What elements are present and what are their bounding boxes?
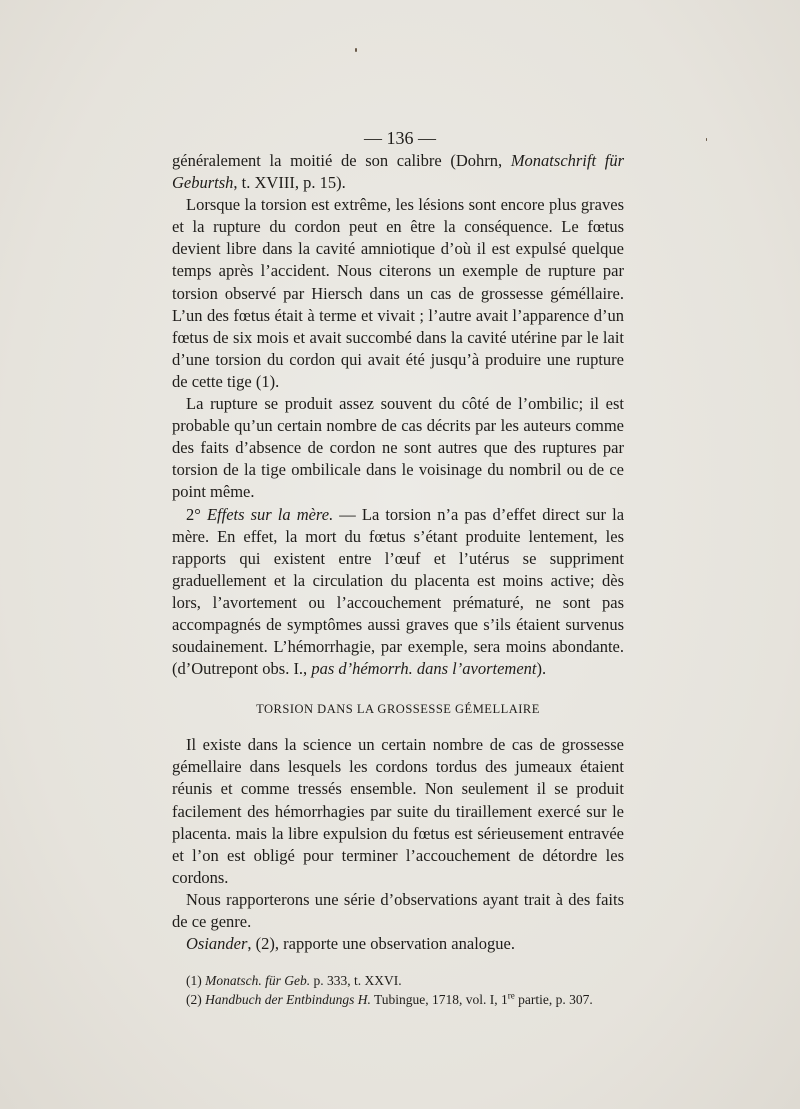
- p4-italic-citation: pas d’hémorrh. dans l’avortement: [311, 659, 537, 679]
- journal-title: Monatschrift für Geburtsh: [172, 151, 624, 193]
- footnote-1: [172, 971, 624, 990]
- body-text: [172, 150, 624, 1009]
- p4-text-b: ).: [536, 659, 547, 679]
- paragraph-continuation: [172, 150, 624, 194]
- p1-text-a: généralement la moitié de son calibre (Dohrn,: [172, 151, 511, 170]
- footnote-1-mark: (1): [186, 973, 202, 989]
- ink-speck: [355, 48, 357, 52]
- p1-text-b: , t. XVIII, p. 15).: [233, 173, 346, 193]
- p7-text: , (2), rapporte une observation analogue.: [247, 934, 515, 954]
- section-number: 2°: [186, 504, 201, 524]
- section-title: Effets sur la mère.: [206, 504, 334, 524]
- footnote-2-superscript: re: [507, 990, 515, 1001]
- footnotes: [172, 971, 624, 1009]
- section-heading: TORSION DANS LA GROSSESSE GÉMELLAIRE: [256, 702, 540, 717]
- paragraph-observations: Nous rapporterons une série d’observations ayant trait à des faits de ce genre.: [172, 889, 624, 931]
- footnote-1-text: p. 333, t. XXVI.: [310, 973, 402, 989]
- paragraph-effects-mother: [172, 504, 624, 681]
- footnote-2: [172, 990, 624, 1009]
- footnote-2-mark: (2): [186, 992, 202, 1008]
- p4-text-a: — La torsion n’a pas d’effet direct sur la mère. En effet, la mort du fœtus s’étant produite lentement, les rapports qui existent entre l’œuf et l’utérus se suppriment graduellement et la circulation du placenta est moins active; dès lors, l’avortement ou l’accouchement prématuré, ne sont pas accompagnés de symptômes aussi graves que s’ils étaient survenus soudainement. L’hémorrhagie, par exemple, sera moins abondante. (d’Outrepont obs. I.,: [172, 504, 625, 679]
- page-number: — 136 —: [364, 128, 436, 148]
- footnote-2-title: Handbuch der Entbindungs H.: [205, 992, 371, 1008]
- author-name: Osiander: [186, 934, 248, 954]
- paragraph-twin-cords: Il existe dans la science un certain nombre de cas de grossesse gémellaire dans lesquels les cordons tordus des jumeaux étaient réunis et comme tressés ensemble. Non seulement il se produit facilement des hémorrhagies par suite du tiraillement exercé sur le placenta. mais la libre expulsion du fœtus est sérieusement entravée et l’on est obligé pour terminer l’accouchement de détordre les cordons.: [172, 735, 624, 887]
- paragraph-umbilic: La rupture se produit assez souvent du côté de l’ombilic; il est probable qu’un certain nombre de cas décrits par les auteurs comme des faits d’absence de cordon ne sont autres que des ruptures par torsion de la tige ombilicale dans le voisinage du nombril ou de ce point même.: [172, 394, 624, 502]
- paragraph-osiander: [172, 933, 624, 955]
- footnote-1-title: Monatsch. für Geb.: [205, 973, 311, 989]
- footnote-2-text-b: partie, p. 307.: [514, 992, 593, 1008]
- paragraph-rupture-example: Lorsque la torsion est extrême, les lésions sont encore plus graves et la rupture du cordon peut en être la conséquence. Le fœtus devient libre dans la cavité amniotique d’où il est expulsé quelque temps après l’accident. Nous citerons un exemple de rupture par torsion observé par Hiersch dans un cas de grossesse géméllaire. L’un des fœtus était à terme et vivait ; l’autre avait l’apparence d’un fœtus de six mois et avait succombé dans la cavité utérine par le lait d’une torsion du cordon qui avait été jusqu’à produire une rupture de cette tige (1).: [172, 195, 624, 391]
- footnote-2-text-a: Tubingue, 1718, vol. I, 1: [370, 992, 508, 1008]
